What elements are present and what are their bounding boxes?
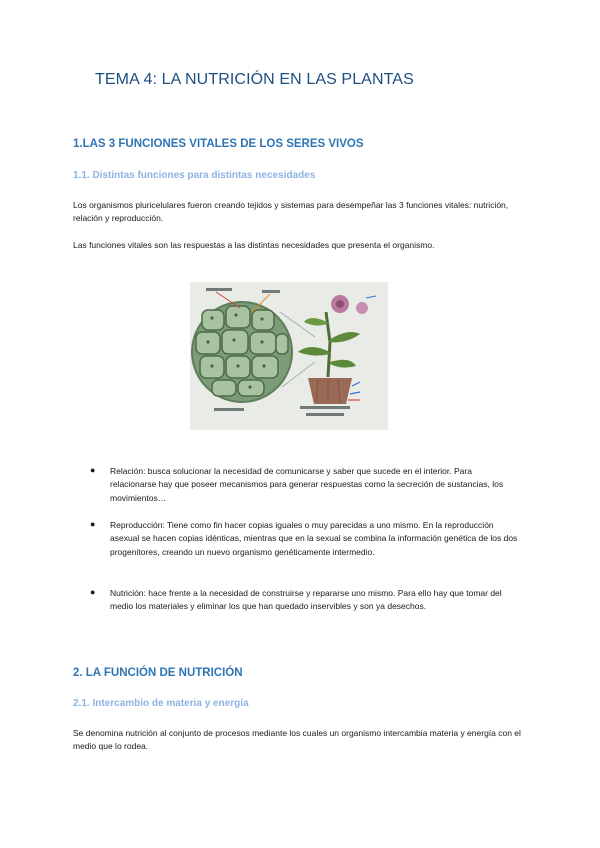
section1-heading: 1.LAS 3 FUNCIONES VITALES DE LOS SERES VIVOS: [73, 138, 364, 150]
section2-subheading: 2.1. Intercambio de materia y energía: [73, 698, 249, 709]
list-item: Relación: busca solucionar la necesidad de comunicarse y saber que sucede en el interior. Para relacionarse hay que poseer mecanismos para generar respuestas como la secreción de sustancias, los movimientos…: [110, 466, 504, 503]
list-item: Nutrición: hace frente a la necesidad de construirse y repararse uno mismo. Para ello hay que tomar del medio los materiales y eliminar los que han quedado inservibles y son ya desechos.: [110, 588, 502, 612]
section1-subheading: 1.1. Distintas funciones para distintas necesidades: [73, 170, 316, 181]
section1-paragraph-1: Los organismos pluricelulares fueron creando tejidos y sistemas para desempeñar las 3 funciones vitales: nutrición, relación y reproducción.: [73, 200, 509, 223]
section1-paragraph-2: Las funciones vitales son las respuestas a las distintas necesidades que presenta el organismo.: [73, 240, 435, 250]
list-item: Reproducción: Tiene como fin hacer copias iguales o muy parecidas a uno mismo. En la reproducción asexual se hacen copias idénticas, mientras que en la sexual se combina la información genética de los dos progenitores, creando un nuevo organismo genéticamente intermedio.: [110, 520, 518, 557]
bullet-dot: ●: [90, 465, 96, 475]
page-title: TEMA 4: LA NUTRICIÓN EN LAS PLANTAS: [95, 71, 414, 88]
bullet-dot: ●: [90, 519, 96, 529]
section2-paragraph-1: Se denomina nutrición al conjunto de procesos mediante los cuales un organismo intercambia materia y energía con el medio que lo rodea.: [73, 728, 521, 751]
section2-heading: 2. LA FUNCIÓN DE NUTRICIÓN: [73, 667, 243, 679]
plant-cell-illustration-icon: [190, 282, 388, 430]
bullet-dot: ●: [90, 587, 96, 597]
